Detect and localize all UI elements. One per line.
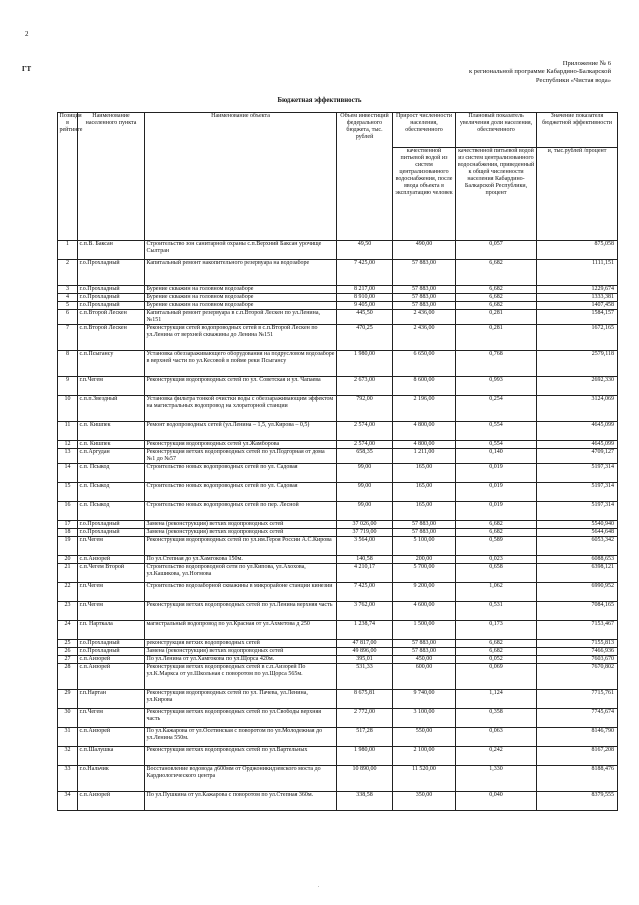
row-position: 16	[58, 502, 78, 521]
row-position: 29	[58, 690, 78, 709]
row-growth: 57 883,00	[393, 640, 456, 648]
row-position: 33	[58, 766, 78, 792]
row-investment: 2 772,00	[337, 709, 393, 728]
row-efficiency-value: 5197,314	[537, 502, 618, 521]
row-investment: 10 890,00	[337, 766, 393, 792]
row-growth: 57 883,00	[393, 286, 456, 294]
row-object: Реконструкция ветхих водопроводных сетей по ул.Вартельных	[145, 747, 337, 766]
row-investment: 338,58	[337, 792, 393, 811]
table-row	[58, 621, 618, 640]
row-growth: 4 800,00	[393, 441, 456, 449]
row-efficiency-value: 7715,761	[537, 690, 618, 709]
row-target: 6,682	[456, 302, 537, 310]
row-settlement: с.п. Псыкод	[78, 464, 145, 483]
table-header-row	[58, 113, 618, 241]
row-growth: 57 883,00	[393, 302, 456, 310]
row-target: 1,124	[456, 690, 537, 709]
row-object: Строительство зон санитарной охраны с.п.Верхний Баксан урочище Сылтран	[145, 241, 337, 260]
table-row	[58, 766, 618, 792]
col-header-target-top: Плановый показатель увеличения доли населения, обеспеченного	[459, 113, 533, 133]
row-target: 1,330	[456, 766, 537, 792]
row-position: 32	[58, 747, 78, 766]
row-position: 5	[58, 302, 78, 310]
row-target: 0,254	[456, 396, 537, 422]
row-investment: 99,00	[337, 502, 393, 521]
col-header-growth	[393, 113, 456, 241]
row-target: 0,023	[456, 556, 537, 564]
row-object: Бурение скважин на головном водозаборе	[145, 294, 337, 302]
row-target: 0,040	[456, 792, 537, 811]
row-settlement: с.п.Аргудан	[78, 449, 145, 464]
row-object: Капитальный ремонт накопительного резервуара на водозаборе	[145, 260, 337, 286]
row-object: Строительство новых водопроводных сетей по ул. Садовая	[145, 464, 337, 483]
row-position: 8	[58, 351, 78, 377]
row-settlement: г.о.Прохладный	[78, 294, 145, 302]
row-investment: 658,35	[337, 449, 393, 464]
row-settlement: г.о.Прохладный	[78, 260, 145, 286]
row-efficiency-value: 7670,802	[537, 664, 618, 690]
row-efficiency-value: 1672,165	[537, 325, 618, 351]
row-investment: 531,33	[337, 664, 393, 690]
row-investment: 7 425,00	[337, 260, 393, 286]
row-growth: 165,00	[393, 464, 456, 483]
row-growth: 4 600,00	[393, 602, 456, 621]
row-target: 0,554	[456, 422, 537, 441]
row-investment: 140,58	[337, 556, 393, 564]
row-investment: 99,00	[337, 483, 393, 502]
table-row	[58, 464, 618, 483]
row-investment: 395,01	[337, 656, 393, 664]
table-row	[58, 747, 618, 766]
row-position: 11	[58, 422, 78, 441]
row-growth: 600,00	[393, 664, 456, 690]
row-growth: 9 740,00	[393, 690, 456, 709]
row-growth: 4 800,00	[393, 422, 456, 441]
row-settlement: г.п.Чегем	[78, 583, 145, 602]
row-object: Реконструкция водопроводных сетей ул.Жамборова	[145, 441, 337, 449]
row-settlement: г.о.Прохладный	[78, 529, 145, 537]
row-position: 12	[58, 441, 78, 449]
row-position: 17	[58, 521, 78, 529]
row-settlement: г.о.Прохладный	[78, 648, 145, 656]
table-row	[58, 260, 618, 286]
row-object: По ул.Степная до ул.Хамгокова 150м.	[145, 556, 337, 564]
table-row	[58, 396, 618, 422]
row-settlement: с.п.Чегем Второй	[78, 564, 145, 583]
page-title: Бюджетная эффективность	[277, 97, 362, 104]
efficiency-table	[57, 112, 618, 811]
row-efficiency-value: 8146,790	[537, 728, 618, 747]
row-growth: 2 196,00	[393, 396, 456, 422]
row-settlement: с.п.Второй Лескен	[78, 325, 145, 351]
row-position: 4	[58, 294, 78, 302]
table-row	[58, 656, 618, 664]
row-efficiency-value: 4709,127	[537, 449, 618, 464]
row-settlement: с.п. Кишпек	[78, 422, 145, 441]
row-growth: 57 883,00	[393, 648, 456, 656]
col-header-growth-top: Прирост численности населения, обеспеченного	[395, 113, 453, 133]
col-header-value	[537, 113, 618, 241]
row-settlement: г.п.Чегем	[78, 377, 145, 396]
row-investment: 2 574,00	[337, 441, 393, 449]
row-growth: 5 100,00	[393, 537, 456, 556]
row-investment: 8 217,00	[337, 286, 393, 294]
row-object: Замена (реконструкция) ветхих водопроводных сетей	[145, 529, 337, 537]
row-target: 0,531	[456, 602, 537, 621]
row-efficiency-value: 8379,555	[537, 792, 618, 811]
row-investment: 8 910,00	[337, 294, 393, 302]
row-target: 0,019	[456, 483, 537, 502]
row-object: Реконструкция водопроводных сетей по ул.им.Героя России А.С.Кирова	[145, 537, 337, 556]
row-investment: 445,50	[337, 310, 393, 325]
row-target: 0,140	[456, 449, 537, 464]
table-row	[58, 441, 618, 449]
row-position: 20	[58, 556, 78, 564]
row-settlement: г.о.Прохладный	[78, 640, 145, 648]
row-efficiency-value: 1229,674	[537, 286, 618, 294]
table-row	[58, 537, 618, 556]
row-object: Замена (реконструкция) ветхих водопроводных сетей	[145, 648, 337, 656]
row-position: 21	[58, 564, 78, 583]
row-investment: 2 574,00	[337, 422, 393, 441]
row-position: 26	[58, 648, 78, 656]
row-target: 0,057	[456, 241, 537, 260]
row-investment: 99,00	[337, 464, 393, 483]
row-growth: 6 650,00	[393, 351, 456, 377]
row-position: 28	[58, 664, 78, 690]
row-investment: 470,25	[337, 325, 393, 351]
col-header-num: Позиция в рейтинге	[58, 113, 78, 241]
corner-mark-side: ГТ	[22, 65, 32, 73]
table-row	[58, 690, 618, 709]
row-position: 6	[58, 310, 78, 325]
row-growth: 57 883,00	[393, 521, 456, 529]
row-object: магистральный водопровод по ул.Красная от ул.Ахметова д 250	[145, 621, 337, 640]
row-object: Реконструкция ветхих водопроводных сетей по ул.Свободы верхняя часть	[145, 709, 337, 728]
table-row	[58, 377, 618, 396]
row-growth: 1 211,00	[393, 449, 456, 464]
table-row	[58, 583, 618, 602]
row-target: 0,658	[456, 564, 537, 583]
row-position: 18	[58, 529, 78, 537]
row-growth: 9 200,00	[393, 583, 456, 602]
row-efficiency-value: 4645,099	[537, 441, 618, 449]
row-investment: 7 425,00	[337, 583, 393, 602]
row-growth: 57 883,00	[393, 260, 456, 286]
row-investment: 49 896,00	[337, 648, 393, 656]
row-growth: 2 100,00	[393, 747, 456, 766]
table-row	[58, 422, 618, 441]
row-target: 0,589	[456, 537, 537, 556]
row-investment: 1 980,00	[337, 351, 393, 377]
row-target: 6,682	[456, 648, 537, 656]
row-growth: 165,00	[393, 502, 456, 521]
row-investment: 9 405,00	[337, 302, 393, 310]
row-efficiency-value: 1333,381	[537, 294, 618, 302]
table-row	[58, 449, 618, 464]
row-position: 34	[58, 792, 78, 811]
row-object: По ул.Пушкина от ул.Кажарова с поворотом по ул.Степная 360м.	[145, 792, 337, 811]
row-object: Капитальный ремонт резервуара в с.п.Второй Лескен по ул.Ленина, №151	[145, 310, 337, 325]
row-efficiency-value: 1584,157	[537, 310, 618, 325]
row-position: 15	[58, 483, 78, 502]
row-object: Строительство новых водопроводных сетей по пер. Лесной	[145, 502, 337, 521]
col-header-growth-bottom: качественной питьевой водой из систем централизованного водоснабжения, после ввода объекта в эксплуатацию человек	[393, 147, 455, 197]
row-position: 30	[58, 709, 78, 728]
row-target: 6,682	[456, 294, 537, 302]
row-position: 31	[58, 728, 78, 747]
row-object: Замена (реконструкция) ветхих водопроводных сетей	[145, 521, 337, 529]
table-row	[58, 241, 618, 260]
row-investment: 49,50	[337, 241, 393, 260]
row-object: Строительство новых водопроводных сетей по ул. Садовая	[145, 483, 337, 502]
row-investment: 517,28	[337, 728, 393, 747]
table-row	[58, 648, 618, 656]
row-position: 14	[58, 464, 78, 483]
row-investment: 37 026,00	[337, 521, 393, 529]
row-settlement: с.п.Шалушка	[78, 747, 145, 766]
table-row	[58, 483, 618, 502]
row-target: 0,281	[456, 325, 537, 351]
col-header-target	[456, 113, 537, 241]
row-efficiency-value: 2579,118	[537, 351, 618, 377]
corner-mark-top: 2	[25, 30, 29, 38]
row-settlement: с.п.Второй Лескен	[78, 310, 145, 325]
row-efficiency-value: 875,058	[537, 241, 618, 260]
row-target: 0,173	[456, 621, 537, 640]
table-row	[58, 709, 618, 728]
row-efficiency-value: 2692,330	[537, 377, 618, 396]
row-target: 6,682	[456, 529, 537, 537]
row-settlement: с.п. Псыкод	[78, 502, 145, 521]
row-position: 24	[58, 621, 78, 640]
row-position: 19	[58, 537, 78, 556]
row-efficiency-value: 5540,940	[537, 521, 618, 529]
row-object: Реконструкция сетей водопроводных сетей в с.п.Второй Лескен по ул.Ленина от верхней скважины до Ленина №151	[145, 325, 337, 351]
row-target: 6,682	[456, 260, 537, 286]
col-header-object: Наименование объекта	[145, 113, 337, 241]
row-growth: 2 436,00	[393, 310, 456, 325]
table-row	[58, 286, 618, 294]
row-target: 0,554	[456, 441, 537, 449]
row-settlement: с.п.Аизорей	[78, 556, 145, 564]
row-settlement: г.о.Прохладный	[78, 521, 145, 529]
row-settlement: г.п.Чегем	[78, 709, 145, 728]
row-settlement: с.п. Псыкод	[78, 483, 145, 502]
row-settlement: с.п. Кишпек	[78, 441, 145, 449]
row-target: 0,993	[456, 377, 537, 396]
row-position: 1	[58, 241, 78, 260]
row-object: Установка обеззараживающего оборудования на подрусловом водозаборе в верхней части по ул.Кесовой в пойме реки Псыгансу	[145, 351, 337, 377]
col-header-target-bottom: качественной питьевой водой из систем централизованного водоснабжения, приведенный к общей численности населения Кабардино-Балкарской Республики, процент	[457, 148, 535, 196]
row-position: 10	[58, 396, 78, 422]
row-efficiency-value: 7603,670	[537, 656, 618, 664]
row-efficiency-value: 4645,099	[537, 422, 618, 441]
row-efficiency-value: 3124,069	[537, 396, 618, 422]
table-row	[58, 640, 618, 648]
row-settlement: с.п.В. Баксан	[78, 241, 145, 260]
row-object: Реконструкция водопроводных сетей по ул. Советская и ул. Чапаева	[145, 377, 337, 396]
row-object: Реконструкция водопроводных сетей по ул. Пачева, ул.Ленина, ул.Кирова	[145, 690, 337, 709]
row-position: 7	[58, 325, 78, 351]
table-row	[58, 602, 618, 621]
row-position: 9	[58, 377, 78, 396]
row-growth: 490,00	[393, 241, 456, 260]
col-header-value-bottom: и, тыс.рублей /процент	[537, 147, 617, 155]
row-growth: 450,00	[393, 656, 456, 664]
row-investment: 47 817,00	[337, 640, 393, 648]
table-row	[58, 502, 618, 521]
footer-mark: .	[318, 884, 320, 889]
col-header-settlement: Наименование населенного пункта	[78, 113, 145, 241]
col-header-value-top: Значение показателя бюджетной эффективности	[542, 113, 612, 126]
row-settlement: г.п.Чегем	[78, 602, 145, 621]
row-object: Бурение скважин на головном водозаборе	[145, 286, 337, 294]
row-position: 25	[58, 640, 78, 648]
row-growth: 1 500,00	[393, 621, 456, 640]
row-efficiency-value: 1111,151	[537, 260, 618, 286]
row-target: 0,242	[456, 747, 537, 766]
row-settlement: с.п.Аизорей	[78, 664, 145, 690]
row-object: Установка фильтра тонкой очистки воды с обеззараживающим эффектом на магистральных водопровод на хлораторной станции	[145, 396, 337, 422]
row-position: 27	[58, 656, 78, 664]
row-growth: 57 883,00	[393, 294, 456, 302]
appendix-header	[469, 60, 611, 85]
row-object: реконструкция ветхих водопроводных сетей	[145, 640, 337, 648]
table-row	[58, 325, 618, 351]
appendix-program: к региональной программе Кабардино-Балкарской	[468, 68, 611, 76]
row-object: Строительство водозаборной скважины в микрорайоне станции кинезии	[145, 583, 337, 602]
row-efficiency-value: 7745,674	[537, 709, 618, 728]
row-settlement: с.п.п.Звездный	[78, 396, 145, 422]
table-row	[58, 664, 618, 690]
row-growth: 11 520,00	[393, 766, 456, 792]
row-settlement: г.о.Прохладный	[78, 302, 145, 310]
table-row	[58, 564, 618, 583]
row-investment: 792,00	[337, 396, 393, 422]
row-efficiency-value: 5197,314	[537, 464, 618, 483]
row-investment: 3 762,00	[337, 602, 393, 621]
row-investment: 1 238,74	[337, 621, 393, 640]
table-row	[58, 728, 618, 747]
row-object: Строительство водопроводной сети по ул.Кипова, ул.Ахохова, ул.Кашикова, ул.Ногмова	[145, 564, 337, 583]
row-investment: 8 675,81	[337, 690, 393, 709]
table-row	[58, 792, 618, 811]
row-efficiency-value: 7155,813	[537, 640, 618, 648]
col-header-investment: Объем инвестиций федерального бюджета, тыс. рублей	[337, 113, 393, 241]
row-growth: 550,00	[393, 728, 456, 747]
row-efficiency-value: 6053,342	[537, 537, 618, 556]
row-settlement: с.п.Аизорей	[78, 728, 145, 747]
row-target: 0,358	[456, 709, 537, 728]
row-growth: 2 436,00	[393, 325, 456, 351]
row-efficiency-value: 8167,208	[537, 747, 618, 766]
table-row	[58, 529, 618, 537]
table-row	[58, 556, 618, 564]
table-row	[58, 351, 618, 377]
row-settlement: г.п. Нарткала	[78, 621, 145, 640]
row-efficiency-value: 7153,467	[537, 621, 618, 640]
row-efficiency-value: 5197,314	[537, 483, 618, 502]
row-investment: 3 564,00	[337, 537, 393, 556]
row-settlement: г.о.Нальчик	[78, 766, 145, 792]
row-target: 0,052	[456, 656, 537, 664]
row-settlement: с.п.Аизорей	[78, 792, 145, 811]
table-row	[58, 310, 618, 325]
row-settlement: с.п.Аизорей	[78, 656, 145, 664]
row-object: Реконструкция ветхих водопроводных сетей по ул.Ленина верхняя часть	[145, 602, 337, 621]
row-target: 1,062	[456, 583, 537, 602]
row-object: По ул.Кажарова от ул.Осетинская с поворотом по ул.Молодежная до ул.Ленина 550м.	[145, 728, 337, 747]
row-settlement: с.п.Псыгансу	[78, 351, 145, 377]
row-target: 6,682	[456, 286, 537, 294]
row-efficiency-value: 1407,458	[537, 302, 618, 310]
row-object: Ремонт водопроводных сетей (ул.Ленина – 1,5, ул.Кирова – 0,5)	[145, 422, 337, 441]
row-growth: 165,00	[393, 483, 456, 502]
row-position: 2	[58, 260, 78, 286]
row-efficiency-value: 6398,121	[537, 564, 618, 583]
row-target: 0,019	[456, 502, 537, 521]
appendix-program-name: Республики «Чистая вода»	[535, 76, 611, 84]
row-settlement: г.п.Нартан	[78, 690, 145, 709]
row-object: Реконструкция ветхих водопроводных сетей по ул.Подгорная от дома №1 до №57	[145, 449, 337, 464]
row-growth: 57 883,00	[393, 529, 456, 537]
table-row	[58, 302, 618, 310]
row-object: Реконструкция ветхих водопроводных сетей в с.п.Аизорей По ул.К.Маркса от ул.Школьная с поворотом по ул.Щорса 565м.	[145, 664, 337, 690]
row-settlement: г.п.Чегем	[78, 537, 145, 556]
row-position: 13	[58, 449, 78, 464]
row-growth: 5 700,00	[393, 564, 456, 583]
row-efficiency-value: 6088,653	[537, 556, 618, 564]
row-target: 0,063	[456, 728, 537, 747]
row-target: 6,682	[456, 640, 537, 648]
row-growth: 3 100,00	[393, 709, 456, 728]
row-efficiency-value: 6990,952	[537, 583, 618, 602]
row-investment: 2 673,00	[337, 377, 393, 396]
row-settlement: г.о.Прохладный	[78, 286, 145, 294]
row-efficiency-value: 8188,476	[537, 766, 618, 792]
row-object: Бурение скважин на головном водозаборе	[145, 302, 337, 310]
row-growth: 8 600,00	[393, 377, 456, 396]
appendix-number: Приложение № 6	[562, 60, 611, 67]
table-row	[58, 521, 618, 529]
row-target: 0,019	[456, 464, 537, 483]
row-target: 0,768	[456, 351, 537, 377]
row-investment: 4 210,17	[337, 564, 393, 583]
table-body	[58, 241, 618, 811]
row-target: 0,281	[456, 310, 537, 325]
row-target: 6,682	[456, 521, 537, 529]
row-position: 3	[58, 286, 78, 294]
row-investment: 37 719,00	[337, 529, 393, 537]
row-efficiency-value: 7466,936	[537, 648, 618, 656]
row-efficiency-value: 5644,648	[537, 529, 618, 537]
row-object: По ул.Ленина от ул.Хамгокова по ул.Щорса 420м.	[145, 656, 337, 664]
table-row	[58, 294, 618, 302]
row-position: 23	[58, 602, 78, 621]
row-efficiency-value: 7084,165	[537, 602, 618, 621]
row-target: 0,069	[456, 664, 537, 690]
row-growth: 350,00	[393, 792, 456, 811]
row-position: 22	[58, 583, 78, 602]
row-growth: 200,00	[393, 556, 456, 564]
row-object: Восстановление водовода д600мм от Орджоникидзевского моста до Кардиологического центра	[145, 766, 337, 792]
row-investment: 1 980,00	[337, 747, 393, 766]
